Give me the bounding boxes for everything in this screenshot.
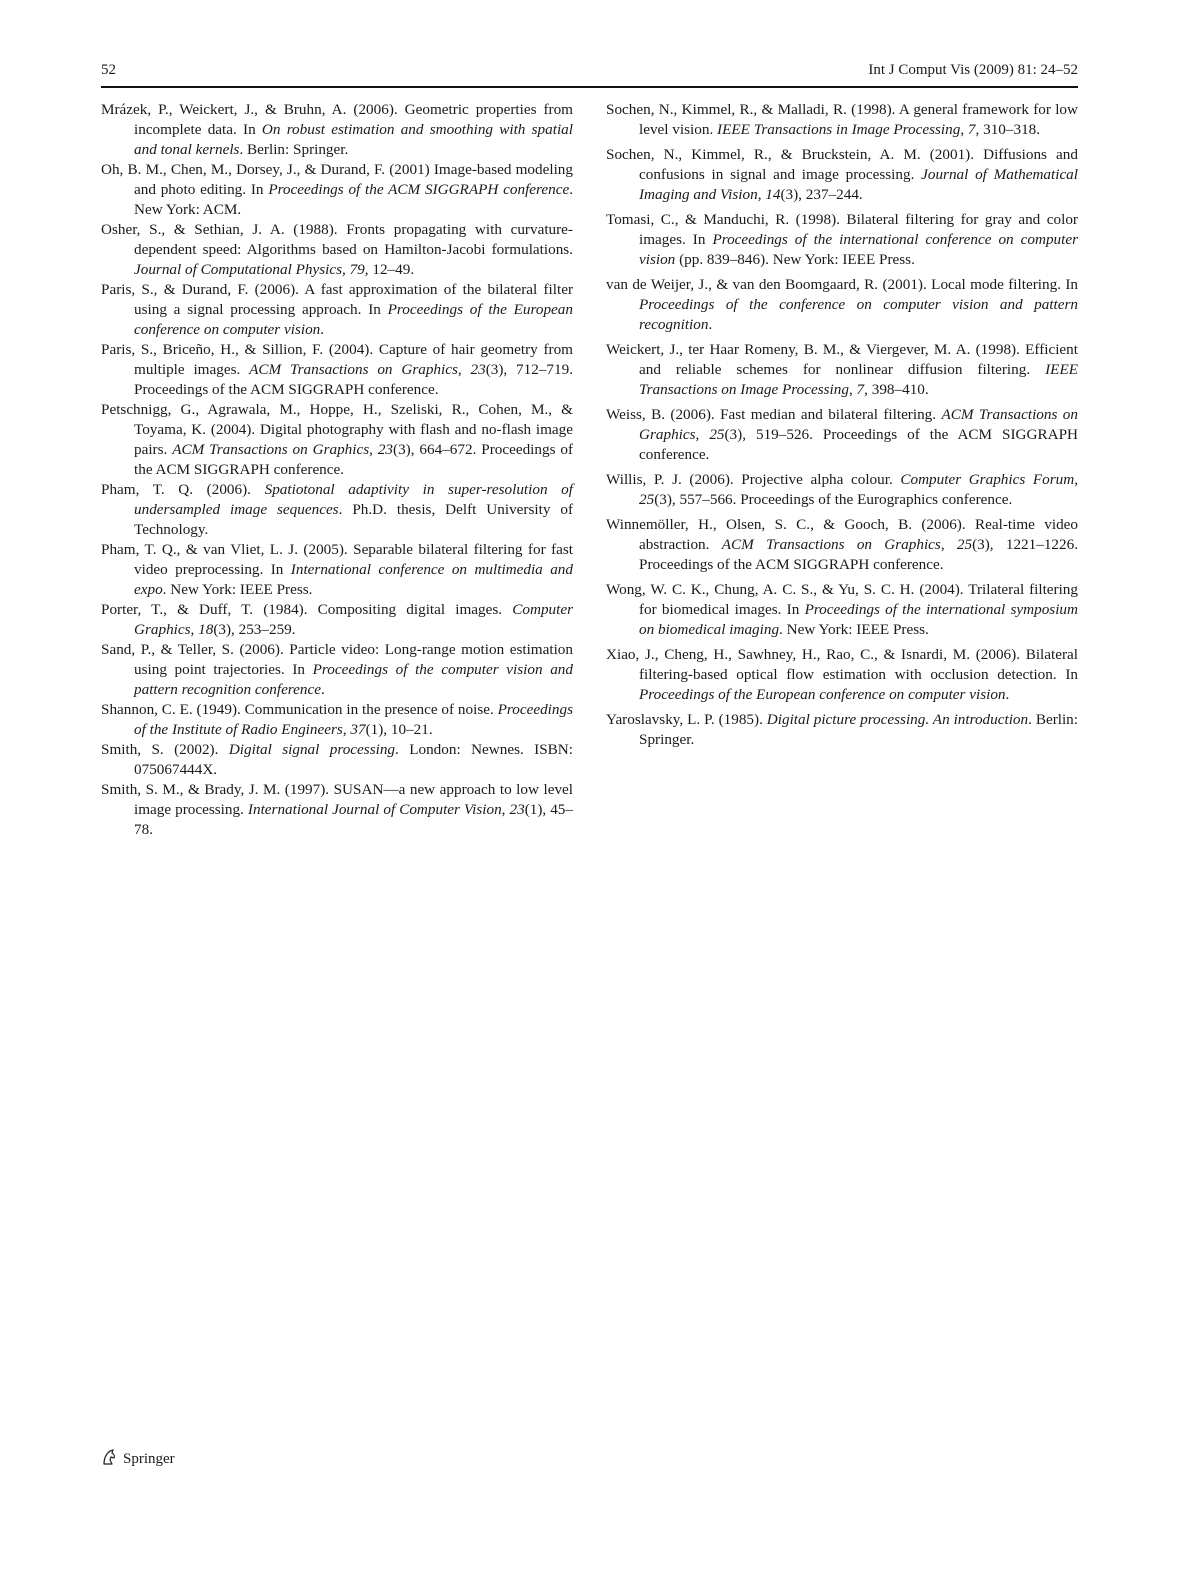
reference-entry bbox=[606, 470, 1078, 510]
reference-italic-segment: IEEE Transactions on Image Processing bbox=[639, 361, 1078, 398]
running-head: Int J Comput Vis (2009) 81: 24–52 bbox=[868, 62, 1078, 78]
reference-text-segment: . New York: ACM. bbox=[134, 181, 573, 218]
reference-text-segment: Porter, T., & Duff, T. (1984). Compositing digital images. bbox=[101, 601, 513, 618]
reference-text-segment: Smith, S. M., & Brady, J. M. (1997). SUSAN—a new approach to low level image processing. bbox=[101, 781, 573, 818]
reference-text-segment: (1), 10–21. bbox=[365, 721, 433, 738]
reference-entry bbox=[101, 100, 573, 160]
header-rule bbox=[101, 86, 1078, 88]
reference-italic-segment: International Journal of Computer Vision bbox=[247, 801, 502, 818]
reference-italic-segment: ACM Transactions on Graphics bbox=[639, 406, 1078, 443]
reference-entry bbox=[606, 710, 1078, 750]
reference-italic-segment: Digital signal processing bbox=[228, 741, 396, 758]
reference-italic-segment: Proceedings of the European conference on computer vision bbox=[134, 301, 573, 338]
reference-entry bbox=[606, 100, 1078, 140]
reference-text-segment: (pp. 839–846). New York: IEEE Press. bbox=[675, 251, 915, 268]
reference-entry bbox=[101, 700, 573, 740]
reference-text-segment: Weickert, J., ter Haar Romeny, B. M., & Viergever, M. A. (1998). Efficient and reliable schemes for nonlinear diffusion filtering. bbox=[606, 341, 1078, 378]
reference-text-segment: (3), 712–719. Proceedings of the ACM SIGGRAPH conference. bbox=[134, 361, 574, 398]
reference-italic-segment: Digital picture processing. An introduction bbox=[766, 711, 1029, 728]
reference-italic-segment: On robust estimation and smoothing with spatial and tonal kernels bbox=[134, 121, 573, 158]
reference-text-segment: Oh, B. M., Chen, M., Dorsey, J., & Durand, F. (2001) Image-based modeling and photo editing. In bbox=[101, 161, 573, 198]
reference-text-segment: , bbox=[501, 801, 510, 818]
reference-entry bbox=[606, 515, 1078, 575]
reference-italic-segment: 23 bbox=[509, 801, 525, 818]
reference-text-segment: , bbox=[848, 381, 857, 398]
reference-entry bbox=[606, 645, 1078, 705]
reference-text-segment: . bbox=[320, 681, 325, 698]
reference-entry bbox=[101, 340, 573, 400]
reference-entry bbox=[101, 780, 573, 840]
reference-italic-segment: ACM Transactions on Graphics bbox=[249, 361, 458, 378]
reference-italic-segment: 37 bbox=[350, 721, 366, 738]
reference-text-segment: Sand, P., & Teller, S. (2006). Particle video: Long-range motion estimation using point trajectories. In bbox=[101, 641, 573, 678]
reference-text-segment: (3), 1221–1226. Proceedings of the ACM SIGGRAPH conference. bbox=[639, 536, 1079, 573]
reference-text-segment: Paris, S., & Durand, F. (2006). A fast approximation of the bilateral filter using a signal processing approach. In bbox=[101, 281, 573, 318]
reference-text-segment: (3), 237–244. bbox=[780, 186, 863, 203]
reference-text-segment: Sochen, N., Kimmel, R., & Malladi, R. (1998). A general framework for low level vision. bbox=[606, 101, 1078, 138]
reference-entry bbox=[101, 740, 573, 780]
reference-entry bbox=[101, 640, 573, 700]
reference-italic-segment: 25 bbox=[956, 536, 973, 553]
reference-italic-segment: 23 bbox=[470, 361, 486, 378]
reference-text-segment: , bbox=[940, 536, 957, 553]
reference-text-segment: . London: Newnes. ISBN: 075067444X. bbox=[134, 741, 573, 778]
reference-italic-segment: Proceedings of the international symposium on biomedical imaging bbox=[639, 601, 1078, 638]
reference-text-segment: Osher, S., & Sethian, J. A. (1988). Fronts propagating with curvature-dependent speed: Algorithms based on Hamilton-Jacobi formulations. bbox=[101, 221, 573, 258]
reference-italic-segment: Computer Graphics Forum bbox=[900, 471, 1075, 488]
reference-italic-segment: Computer Graphics bbox=[134, 601, 573, 638]
reference-text-segment: Smith, S. (2002). bbox=[101, 741, 229, 758]
reference-italic-segment: Proceedings of the computer vision and pattern recognition conference bbox=[134, 661, 573, 698]
reference-text-segment: Winnemöller, H., Olsen, S. C., & Gooch, B. (2006). Real-time video abstraction. bbox=[606, 516, 1078, 553]
reference-text-segment: . bbox=[708, 316, 713, 333]
reference-text-segment: Weiss, B. (2006). Fast median and bilateral filtering. bbox=[606, 406, 942, 423]
reference-italic-segment: Proceedings of the ACM SIGGRAPH conference bbox=[268, 181, 570, 198]
reference-entry bbox=[606, 210, 1078, 270]
reference-text-segment: (3), 519–526. Proceedings of the ACM SIGGRAPH conference. bbox=[639, 426, 1078, 463]
reference-italic-segment: 7 bbox=[967, 121, 976, 138]
reference-entry bbox=[101, 160, 573, 220]
reference-italic-segment: Proceedings of the international conference on computer vision bbox=[639, 231, 1079, 268]
reference-text-segment: , bbox=[960, 121, 968, 138]
reference-text-segment: Pham, T. Q. (2006). bbox=[101, 481, 265, 498]
reference-italic-segment: IEEE Transactions in Image Processing bbox=[717, 121, 961, 138]
reference-text-segment: . New York: IEEE Press. bbox=[779, 621, 929, 638]
reference-text-segment: Yaroslavsky, L. P. (1985). bbox=[606, 711, 767, 728]
reference-text-segment: , 398–410. bbox=[864, 381, 929, 398]
footer bbox=[101, 1448, 175, 1471]
reference-text-segment: . New York: IEEE Press. bbox=[162, 581, 313, 598]
reference-text-segment: Paris, S., Briceño, H., & Sillion, F. (2004). Capture of hair geometry from multiple images. bbox=[101, 341, 573, 378]
reference-italic-segment: 7 bbox=[856, 381, 865, 398]
reference-entry bbox=[606, 580, 1078, 640]
reference-text-segment: van de Weijer, J., & van den Boomgaard, R. (2001). Local mode filtering. In bbox=[606, 276, 1078, 293]
reference-text-segment: (3), 664–672. Proceedings of the ACM SIGGRAPH conference. bbox=[134, 441, 574, 478]
publisher-name: Springer bbox=[123, 1451, 175, 1467]
reference-text-segment: Petschnigg, G., Agrawala, M., Hoppe, H., Szeliski, R., Cohen, M., & Toyama, K. (2004). Digital photography with flash and no-flash image pairs. bbox=[101, 401, 573, 458]
reference-entry bbox=[101, 600, 573, 640]
reference-italic-segment: Spatiotonal adaptivity in super-resolution of undersampled image sequences bbox=[134, 481, 573, 518]
reference-text-segment: , bbox=[369, 441, 378, 458]
springer-horse-icon bbox=[101, 1448, 123, 1471]
reference-italic-segment: 79 bbox=[349, 261, 365, 278]
reference-entry bbox=[101, 280, 573, 340]
reference-text-segment: , bbox=[341, 261, 350, 278]
page-number: 52 bbox=[101, 62, 116, 78]
reference-text-segment: , bbox=[1074, 471, 1078, 488]
reference-text-segment: . Ph.D. thesis, Delft University of Technology. bbox=[134, 501, 574, 538]
reference-italic-segment: 14 bbox=[765, 186, 781, 203]
reference-text-segment: , bbox=[342, 721, 351, 738]
reference-text-segment: (1), 45–78. bbox=[134, 801, 573, 838]
reference-text-segment: . bbox=[320, 321, 325, 338]
reference-entry bbox=[101, 400, 573, 480]
reference-italic-segment: Proceedings of the European conference on computer vision bbox=[639, 686, 1006, 703]
reference-text-segment: . Berlin: Springer. bbox=[639, 711, 1079, 748]
reference-entry bbox=[101, 220, 573, 280]
reference-text-segment: , 12–49. bbox=[364, 261, 415, 278]
reference-italic-segment: Proceedings of the conference on computer vision and pattern recognition bbox=[639, 296, 1078, 333]
reference-text-segment: Shannon, C. E. (1949). Communication in the presence of noise. bbox=[101, 701, 498, 718]
reference-text-segment: . Berlin: Springer. bbox=[239, 141, 349, 158]
reference-italic-segment: Journal of Mathematical Imaging and Vision bbox=[639, 166, 1078, 203]
reference-italic-segment: 25 bbox=[639, 491, 655, 508]
reference-text-segment: Sochen, N., Kimmel, R., & Bruckstein, A. M. (2001). Diffusions and confusions in signal and image processing. bbox=[606, 146, 1078, 183]
reference-italic-segment: 23 bbox=[377, 441, 394, 458]
reference-entry bbox=[606, 275, 1078, 335]
reference-entry bbox=[101, 480, 573, 540]
reference-text-segment: . bbox=[1005, 686, 1010, 703]
reference-text-segment: , bbox=[457, 361, 471, 378]
reference-text-segment: , bbox=[695, 426, 710, 443]
references-right-column bbox=[606, 100, 1078, 755]
reference-text-segment: , bbox=[757, 186, 766, 203]
reference-italic-segment: 18 bbox=[198, 621, 214, 638]
reference-entry bbox=[101, 540, 573, 600]
reference-italic-segment: 25 bbox=[709, 426, 725, 443]
reference-italic-segment: ACM Transactions on Graphics bbox=[172, 441, 370, 458]
reference-text-segment: Tomasi, C., & Manduchi, R. (1998). Bilateral filtering for gray and color images. In bbox=[606, 211, 1078, 248]
reference-text-segment: (3), 253–259. bbox=[213, 621, 296, 638]
reference-entry bbox=[606, 405, 1078, 465]
reference-text-segment: (3), 557–566. Proceedings of the Eurographics conference. bbox=[654, 491, 1013, 508]
reference-text-segment: Xiao, J., Cheng, H., Sawhney, H., Rao, C., & Isnardi, M. (2006). Bilateral filtering-based optical flow estimation with occlusion detection. In bbox=[606, 646, 1078, 683]
reference-text-segment: , 310–318. bbox=[975, 121, 1041, 138]
reference-text-segment: , bbox=[190, 621, 199, 638]
reference-entry bbox=[606, 340, 1078, 400]
reference-entry bbox=[606, 145, 1078, 205]
reference-text-segment: Mrázek, P., Weickert, J., & Bruhn, A. (2006). Geometric properties from incomplete data. In bbox=[101, 101, 573, 138]
reference-text-segment: Willis, P. J. (2006). Projective alpha colour. bbox=[606, 471, 901, 488]
reference-italic-segment: Proceedings of the Institute of Radio Engineers bbox=[134, 701, 573, 738]
reference-text-segment: Pham, T. Q., & van Vliet, L. J. (2005). Separable bilateral filtering for fast video preprocessing. In bbox=[101, 541, 573, 578]
reference-italic-segment: International conference on multimedia and expo bbox=[134, 561, 573, 598]
reference-italic-segment: ACM Transactions on Graphics bbox=[721, 536, 941, 553]
reference-italic-segment: Journal of Computational Physics bbox=[134, 261, 342, 278]
references-left-column bbox=[101, 100, 573, 840]
reference-text-segment: Wong, W. C. K., Chung, A. C. S., & Yu, S. C. H. (2004). Trilateral filtering for biomedical images. In bbox=[606, 581, 1078, 618]
